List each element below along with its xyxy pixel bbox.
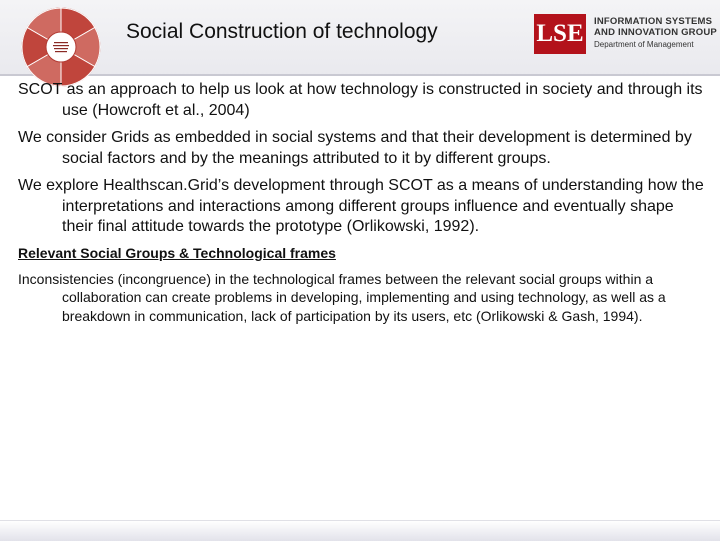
paragraph-grids-social-systems: We consider Grids as embedded in social systems and that their development is determined by social factors and by the meanings attributed to it by different groups. <box>18 129 692 167</box>
footer-band <box>0 520 720 541</box>
logo-line-1: INFORMATION SYSTEMS <box>594 16 713 27</box>
circular-diagram-icon <box>20 6 102 88</box>
header-divider <box>0 74 720 76</box>
paragraph-scot-approach: SCOT as an approach to help us look at how technology is constructed in society and through its use (Howcroft et al., 2004) <box>18 81 703 119</box>
logo-line-2: AND INNOVATION GROUP <box>594 27 717 38</box>
slide-title: Social Construction of technology <box>126 20 438 43</box>
section-subheading: Relevant Social Groups & Technological frames <box>18 244 336 261</box>
lse-logo-text <box>594 16 717 49</box>
logo-line-3: Department of Management <box>594 40 694 49</box>
lse-logo-block: LSE <box>534 14 586 54</box>
paragraph-technological-frames: Inconsistencies (incongruence) in the technological frames between the relevant social groups within a collaboration can create problems in developing, implementing and using technology, as well as a breakdown in communication, lack of participation by its users, etc (Orlikowski & Gash, 1994). <box>18 270 666 324</box>
paragraph-healthscan-grid: We explore Healthscan.Grid’s development through SCOT as a means of understanding how the interpretations and interactions among different groups influence and eventually shape their final attitude towards the prototype (Orlikowski, 1992). <box>18 177 704 235</box>
slide-body <box>18 80 708 332</box>
